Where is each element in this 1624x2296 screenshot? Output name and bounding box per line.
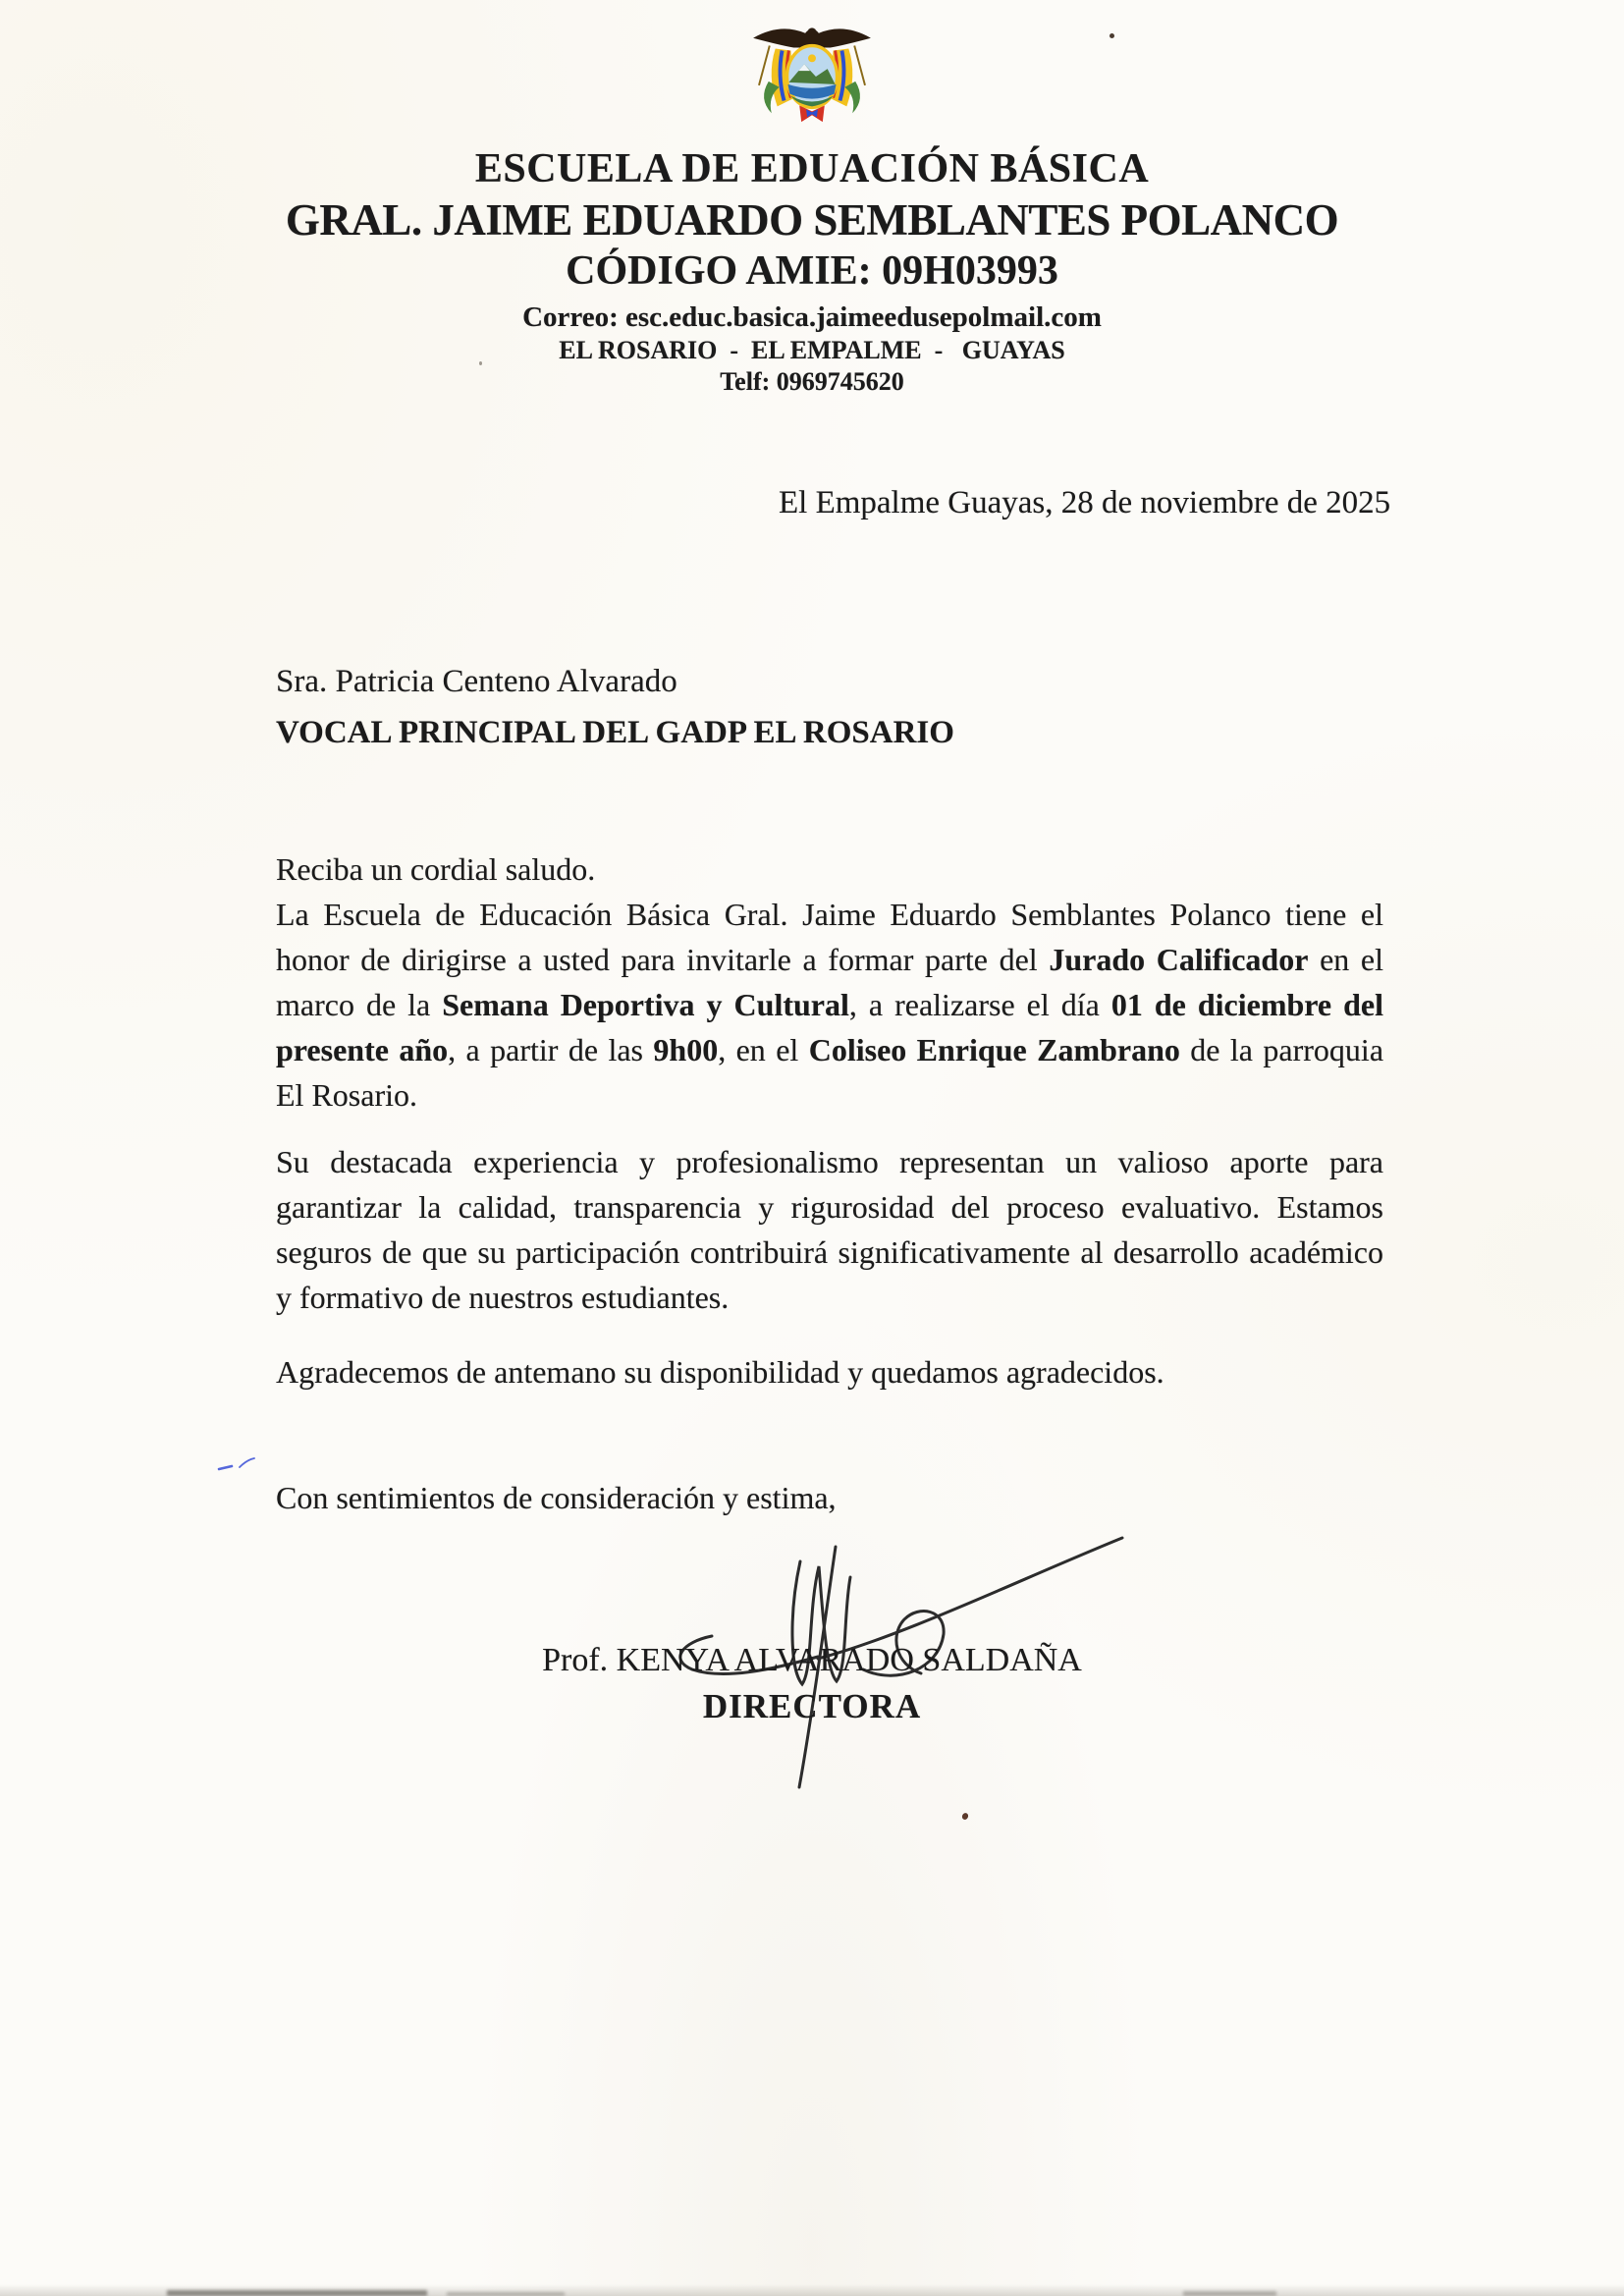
jurado-calificador-bold: Jurado Calificador [1049, 942, 1309, 977]
invitation-text: de la parroquia El Rosario. [276, 1032, 1384, 1113]
scan-edge-smudge [167, 2290, 427, 2296]
email-line: Correo: esc.educ.basica.jaimeedusepolmail.com [522, 301, 1102, 333]
amie-code: CÓDIGO AMIE: 09H03993 [566, 248, 1058, 294]
invitation-text: La Escuela de Educación Básica Gral. Jaime Eduardo Semblantes Polanco tiene el honor de dirigirse a usted para invitarle a formar parte del [276, 897, 1383, 977]
scan-speck [1110, 33, 1114, 38]
closing-line: Con sentimientos de consideración y estima, [276, 1480, 837, 1515]
recipient-name: Sra. Patricia Centeno Alvarado [276, 664, 677, 699]
school-name-line1: ESCUELA DE EDUACIÓN BÁSICA [474, 146, 1150, 191]
semana-deportiva-bold: Semana Deportiva y Cultural [442, 987, 849, 1022]
signatory-role: DIRECTORA [702, 1687, 922, 1725]
paragraph-invitation [276, 892, 1383, 1118]
recipient-title: VOCAL PRINCIPAL DEL GADP EL ROSARIO [276, 715, 954, 750]
paragraph-experience: Su destacada experiencia y profesionalismo representan un valioso aporte para garantizar la calidad, transparencia y rigurosidad del proceso evaluativo. Estamos seguros de que su participación contribuirá significativamente al desarrollo académico y formativo de nuestros estudiantes. [276, 1144, 1383, 1315]
ecuador-coat-of-arms-icon [739, 22, 885, 130]
invitation-text: en el marco de la [276, 942, 1384, 1022]
paragraph-thanks: Agradecemos de antemano su disponibilidad y quedamos agradecidos. [276, 1354, 1164, 1390]
date-line: El Empalme Guayas, 28 de noviembre de 2025 [779, 485, 1391, 520]
fecha-bold: 01 de diciembre del presente año [276, 987, 1384, 1067]
scan-edge-smudge [1183, 2291, 1276, 2296]
school-name-line2: GRAL. JAIME EDUARDO SEMBLANTES POLANCO [285, 195, 1339, 245]
blue-pen-mark-icon [216, 1453, 271, 1477]
phone-line: Telf: 0969745620 [720, 367, 904, 396]
invitation-text: , a realizarse el día [848, 987, 1111, 1022]
signatory-name: Prof. KENYA ALVARADO SALDAÑA [542, 1642, 1082, 1678]
coliseo-bold: Coliseo Enrique Zambrano [808, 1032, 1180, 1067]
location-line: EL ROSARIO - EL EMPALME - GUAYAS [559, 336, 1065, 364]
greeting-line: Reciba un cordial saludo. [276, 851, 596, 887]
scan-speck [961, 1812, 969, 1821]
invitation-text: , a partir de las [448, 1032, 654, 1067]
scan-edge-smudge [447, 2292, 565, 2296]
hora-bold: 9h00 [653, 1032, 719, 1067]
scan-speck [479, 361, 482, 365]
invitation-text: , en el [718, 1032, 809, 1067]
letter-body [276, 847, 1383, 1520]
